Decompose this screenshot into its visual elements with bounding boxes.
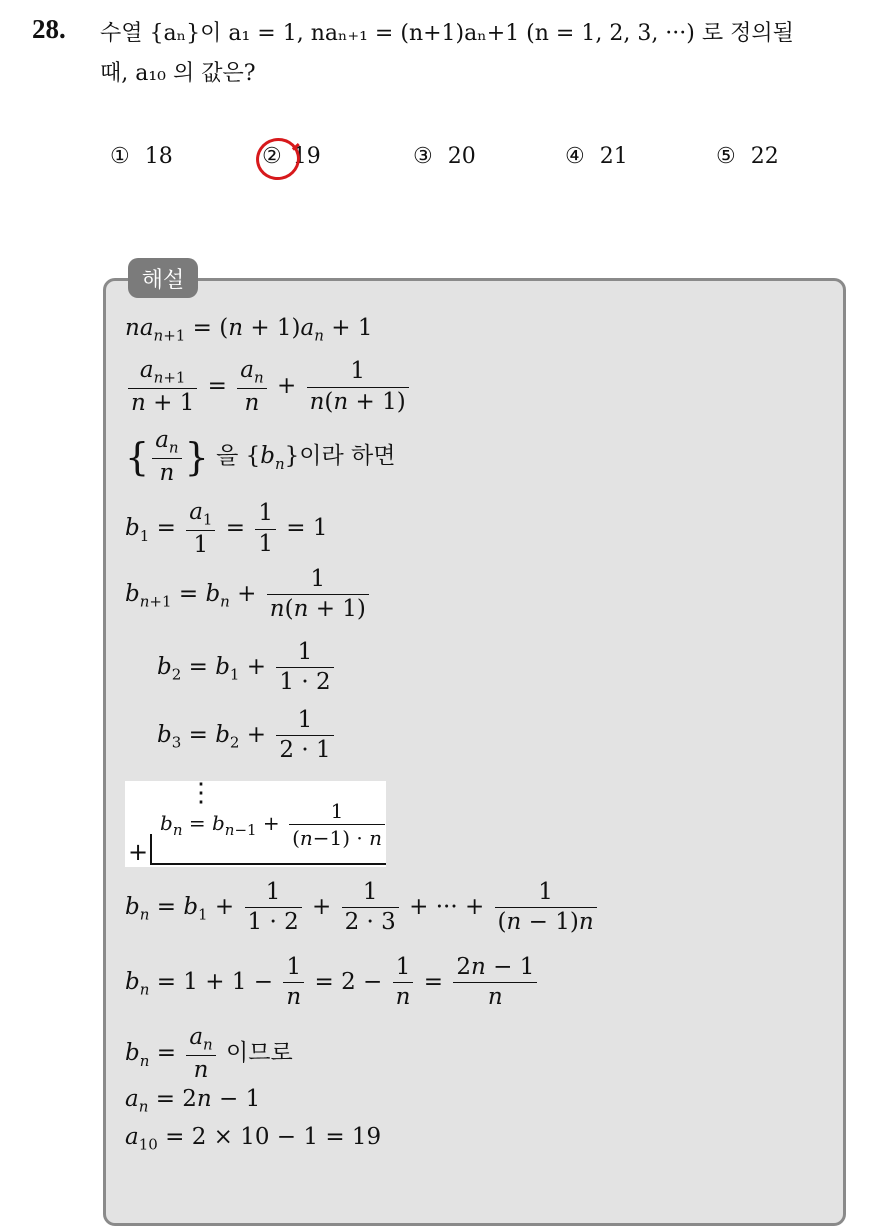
sum-bracket-left xyxy=(150,834,152,864)
solution-label: 해설 xyxy=(128,258,198,298)
solution-line-3: { $\frac{a_n}{n}$ } 을 $\{b_n\}$이라 하면 xyxy=(125,427,396,487)
question-number: 28. xyxy=(32,14,66,44)
choice-4-value: 21 xyxy=(599,144,628,169)
solution-line-9: $b_n = b_{n-1}$ + $\frac{1}{(n-1) \cdot n}$ xyxy=(160,800,388,849)
solution-line-1: $na_{n+1} = (n + 1)a_n + 1$ xyxy=(125,315,373,345)
let-phrase2: 이라 하면 xyxy=(299,443,396,470)
question-text-line1: 수열 {aₙ}이 a₁ = 1, naₙ₊₁ = (n+1)aₙ+1 (n = 1, 2, 3, ···) 로 정의될 xyxy=(100,21,794,46)
solution-line-2: $\frac{a_{n+1}}{n + 1}$ = $\frac{a_n}{n}$ + $\frac{1}{n(n + 1)}$ xyxy=(125,358,412,416)
choice-5-value: 22 xyxy=(750,144,779,169)
choice-2-value: 19 xyxy=(292,144,321,169)
solution-line-13: $a_n = 2n - 1$ xyxy=(125,1086,261,1116)
solution-line-5: $b_{n+1} = b_n$ + $\frac{1}{n(n + 1)}$ xyxy=(125,567,372,623)
solution-line-14: $a_{10} = 2 \times 10 - 1 = 19$ xyxy=(125,1124,382,1154)
choice-1[interactable] xyxy=(110,144,173,169)
solution-line-12: $b_n$ = $\frac{a_n}{n}$ 이므로 xyxy=(125,1024,293,1084)
choice-2-mark: ② xyxy=(262,144,282,169)
plus-sign: + xyxy=(128,838,149,866)
choice-1-value: 18 xyxy=(144,144,173,169)
choice-5-mark: ⑤ xyxy=(716,144,736,169)
let-phrase: 을 xyxy=(216,443,239,470)
solution-line-6: $b_2 = b_1$ + $\frac{1}{1 \cdot 2}$ xyxy=(157,640,337,696)
question-text-line2: 때, a₁₀ 의 값은? xyxy=(100,61,256,86)
choice-3-mark: ③ xyxy=(413,144,433,169)
vertical-dots: ⋮ xyxy=(188,778,214,808)
selected-answer-circle xyxy=(252,134,304,184)
choice-1-mark: ① xyxy=(110,144,130,169)
sum-bracket-bottom xyxy=(150,863,386,865)
choice-3-value: 20 xyxy=(447,144,476,169)
solution-line-11: $b_n = 1 + 1$ − $\frac{1}{n}$ = 2 − $\frac{1}{n}$ = $\frac{2n - 1}{n}$ xyxy=(125,955,540,1011)
therefore-word: 이므로 xyxy=(226,1040,293,1067)
choice-4[interactable] xyxy=(565,144,628,169)
solution-line-7: $b_3 = b_2$ + $\frac{1}{2 \cdot 1}$ xyxy=(157,708,337,764)
solution-line-10: $b_n = b_1$ + $\frac{1}{1 \cdot 2}$ + $\frac{1}{2 \cdot 3}$ + ··· + $\frac{1}{(n - 1)n}$ xyxy=(125,880,600,936)
choice-3[interactable] xyxy=(413,144,476,169)
solution-line-4: $b_1$ = $\frac{a_1}{1}$ = $\frac{1}{1}$ = 1 xyxy=(125,499,328,559)
choice-4-mark: ④ xyxy=(565,144,585,169)
choice-5[interactable] xyxy=(716,144,779,169)
